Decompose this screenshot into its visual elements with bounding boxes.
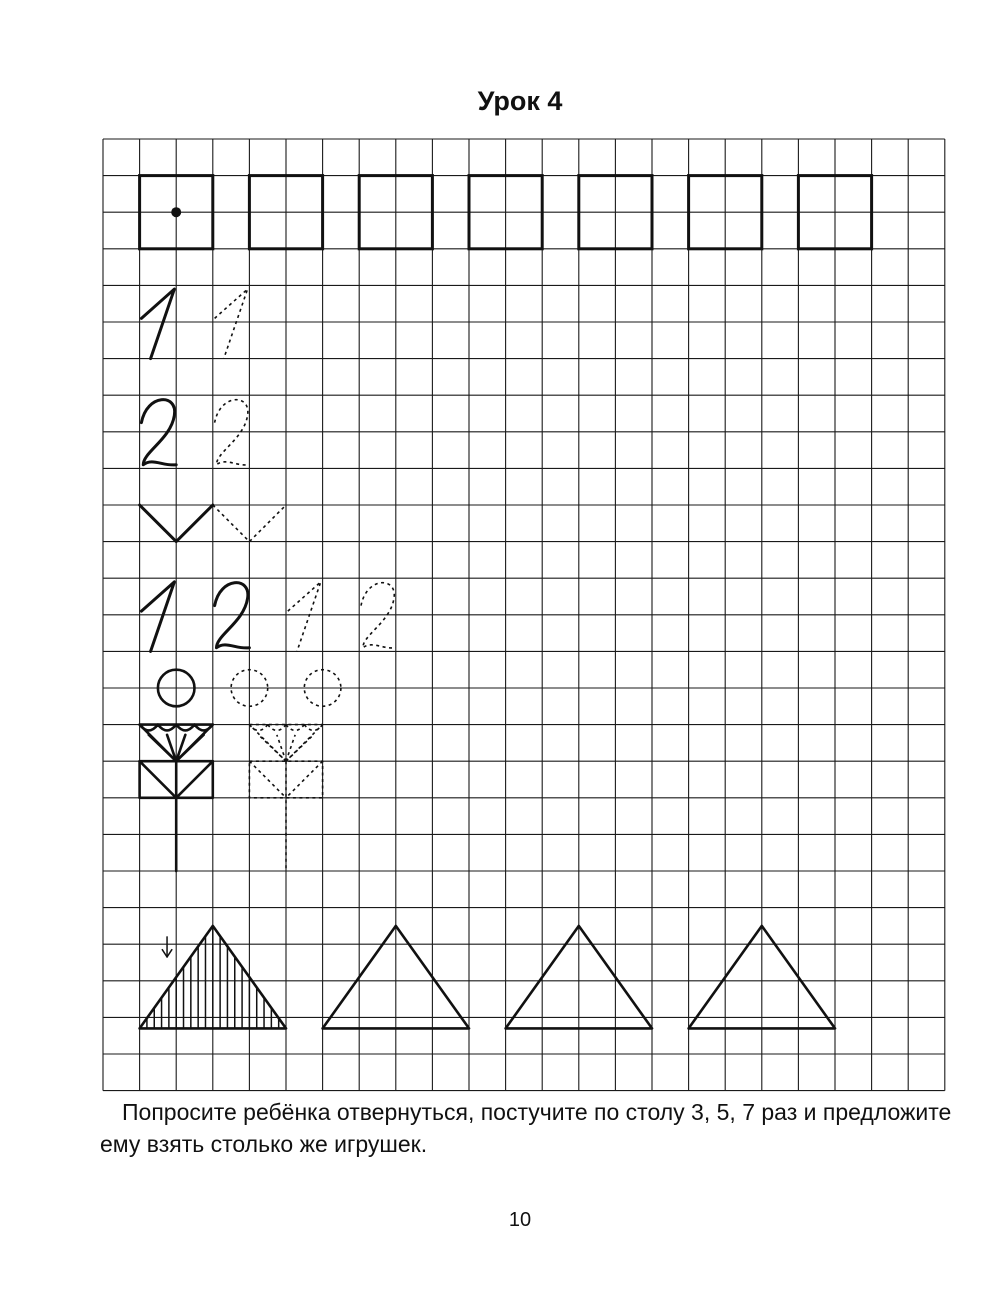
digit-1-trace (288, 582, 321, 652)
instruction-body: Попросите ребёнка отвернуться, постучите по столу 3, 5, 7 раз и предложите ему взять столько же игрушек. (100, 1099, 952, 1157)
digit-1-trace (215, 289, 248, 359)
digit-1-sample (141, 289, 174, 359)
digit-1-sample (141, 582, 174, 652)
row-triangles (140, 926, 835, 1029)
instruction-text (100, 1096, 960, 1160)
page-title: Урок 4 (477, 86, 563, 116)
page-number: 10 (508, 1209, 532, 1231)
dot-marker (171, 207, 181, 217)
down-arrow (162, 937, 172, 957)
row-digits-1-2 (141, 582, 395, 652)
row-digit-1 (141, 289, 247, 359)
